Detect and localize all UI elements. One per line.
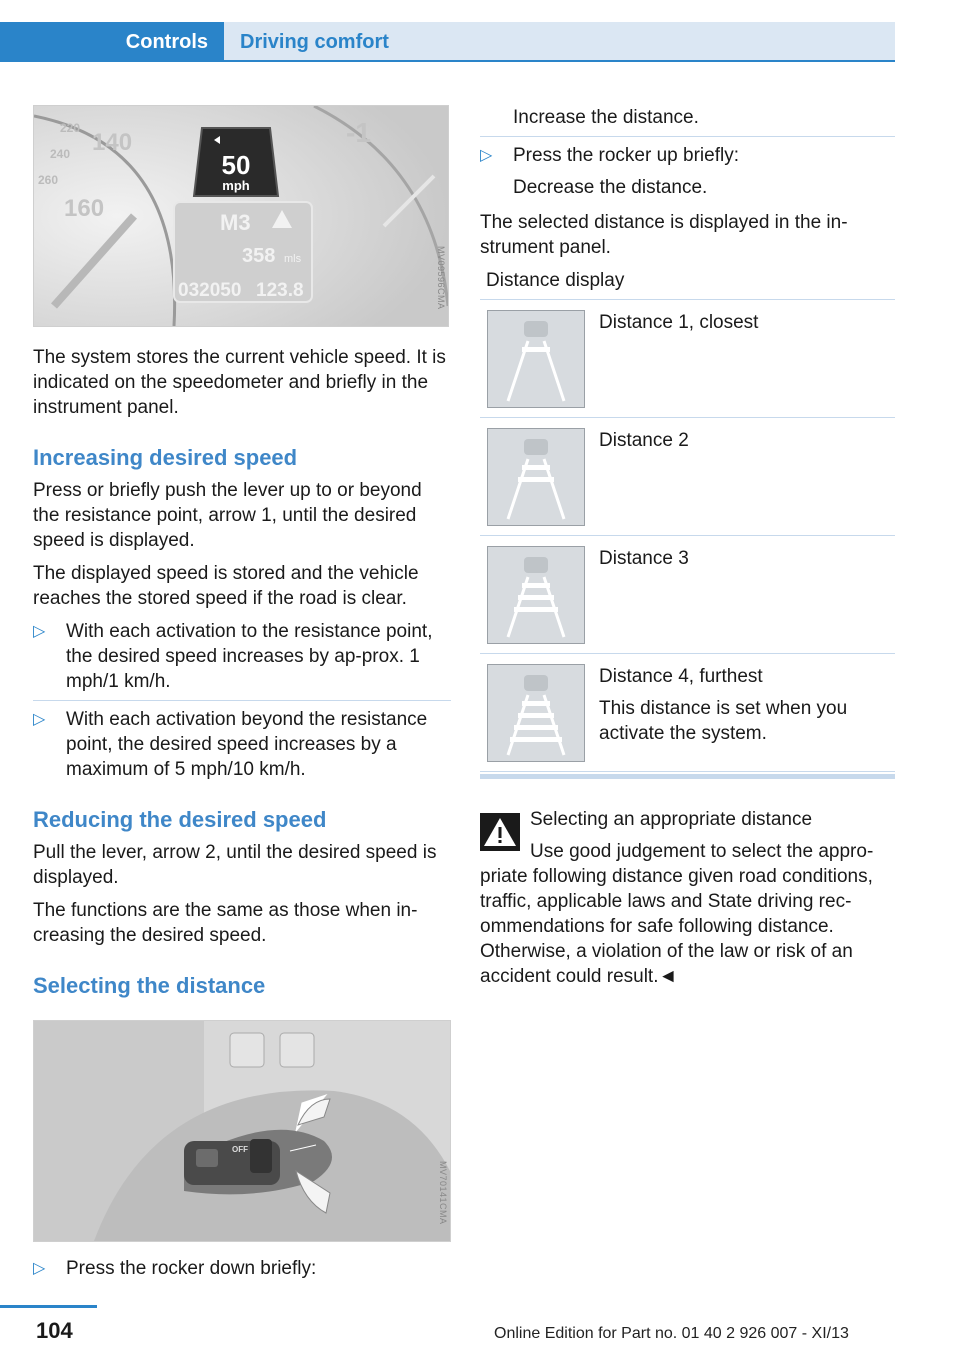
distance-table-header: Distance display [480, 268, 895, 300]
distance-1-icon [487, 310, 585, 408]
instrument-cluster-figure [33, 105, 449, 327]
reduce-paragraph-2: The functions are the same as those when in-creasing the desired speed. [33, 900, 418, 946]
dial-label: -1 [346, 117, 371, 148]
range-unit: mls [284, 253, 302, 265]
intro-paragraph: The system stores the current vehicle speed. It is indicated on the speedometer and briefly in the instrument panel. [33, 347, 446, 418]
dial-label: 260 [38, 173, 59, 187]
odometer-value: 032050 [178, 280, 242, 301]
distance-row [480, 300, 895, 418]
distance-row [480, 654, 895, 772]
reduce-paragraph-1: Pull the lever, arrow 2, until the desired speed is displayed. [33, 842, 437, 888]
distance-row [480, 418, 895, 536]
warning-title: Selecting an appropriate distance [530, 809, 813, 830]
continuation-text: Increase the distance. [513, 107, 699, 128]
left-column [33, 105, 451, 1281]
figure-code: MV09596CMA [436, 246, 446, 310]
bullet-item [33, 707, 451, 782]
lever-off-label: OFF [232, 1145, 248, 1154]
triangle-bullet-icon: ▷ [480, 147, 493, 164]
page-header [0, 0, 960, 62]
dial-label: 240 [50, 147, 71, 161]
cruise-lever-figure [33, 1020, 451, 1242]
distance-2-icon [487, 428, 585, 526]
triangle-bullet-icon: ▷ [33, 711, 46, 728]
instrument-cluster-illustration [34, 106, 448, 326]
dial-label: 160 [64, 195, 105, 222]
figure-code: MV70141CMA [438, 1161, 448, 1225]
distance-label: Distance 1, closest [599, 312, 759, 333]
distance-3-icon [487, 546, 585, 644]
trip-value: 123.8 [256, 280, 304, 301]
bullet-divider [480, 136, 895, 137]
heading-selecting-distance: Selecting the distance [33, 973, 266, 998]
warning-box [480, 807, 895, 989]
page-number: 104 [36, 1318, 73, 1343]
bullet-item [480, 143, 895, 168]
increase-paragraph-1: Press or briefly push the lever up to or beyond the resistance point, arrow 1, until the desired speed is displayed. [33, 480, 422, 551]
right-column [480, 105, 895, 989]
distance-4-icon [487, 664, 585, 762]
bullet-text: With each activation beyond the resistance point, the desired speed increases by a maximum of 5 mph/10 km/h. [66, 709, 428, 780]
distance-row [480, 536, 895, 654]
subsection-tab: Driving comfort [224, 22, 895, 62]
dial-label: 220 [60, 121, 81, 135]
table-bottom-border [480, 774, 895, 779]
bullet-item [33, 619, 451, 694]
warning-triangle-icon [480, 813, 520, 856]
bullet-text: Press the rocker up briefly: [513, 145, 739, 166]
gear-indicator: M3 [220, 210, 251, 235]
distance-label: Distance 2 [599, 430, 689, 451]
distance-label: Distance 3 [599, 548, 689, 569]
warning-body: Use good judgement to select the appro-priate following distance given road conditions, traffic, applicable laws and State driving rec-ommendations for safe following distance. Otherwise, a violation of the law or risk of an accident could result.◄ [480, 841, 874, 987]
increase-paragraph-2: The displayed speed is stored and the vehicle reaches the stored speed if the road is clear. [33, 563, 419, 609]
cruise-lever-illustration [34, 1021, 450, 1241]
distance-note: This distance is set when you activate the system. [599, 698, 848, 744]
heading-increasing-speed: Increasing desired speed [33, 445, 298, 470]
set-speed-value: 50 [221, 150, 251, 180]
triangle-bullet-icon: ▷ [33, 1260, 46, 1277]
heading-reducing-speed: Reducing the desired speed [33, 807, 327, 832]
section-tab: Controls [0, 22, 224, 62]
triangle-bullet-icon: ▷ [33, 623, 46, 640]
set-speed-unit: mph [222, 178, 250, 193]
bullet-divider [33, 700, 451, 701]
dial-label: 140 [92, 129, 133, 156]
distance-label: Distance 4, furthest [599, 666, 763, 687]
header-divider [224, 60, 895, 62]
bullet-text: Press the rocker down briefly: [66, 1258, 317, 1279]
continuation-text: Decrease the distance. [513, 177, 708, 198]
bullet-item [33, 1256, 451, 1281]
range-value: 358 [242, 245, 276, 267]
display-paragraph: The selected distance is displayed in the in-strument panel. [480, 212, 848, 258]
footer-divider [0, 1305, 97, 1308]
edition-footer: Online Edition for Part no. 01 40 2 926 007 - XI/13 [494, 1325, 849, 1342]
bullet-text: With each activation to the resistance point, the desired speed increases by ap-prox. 1 mph/1 km/h. [66, 621, 433, 692]
